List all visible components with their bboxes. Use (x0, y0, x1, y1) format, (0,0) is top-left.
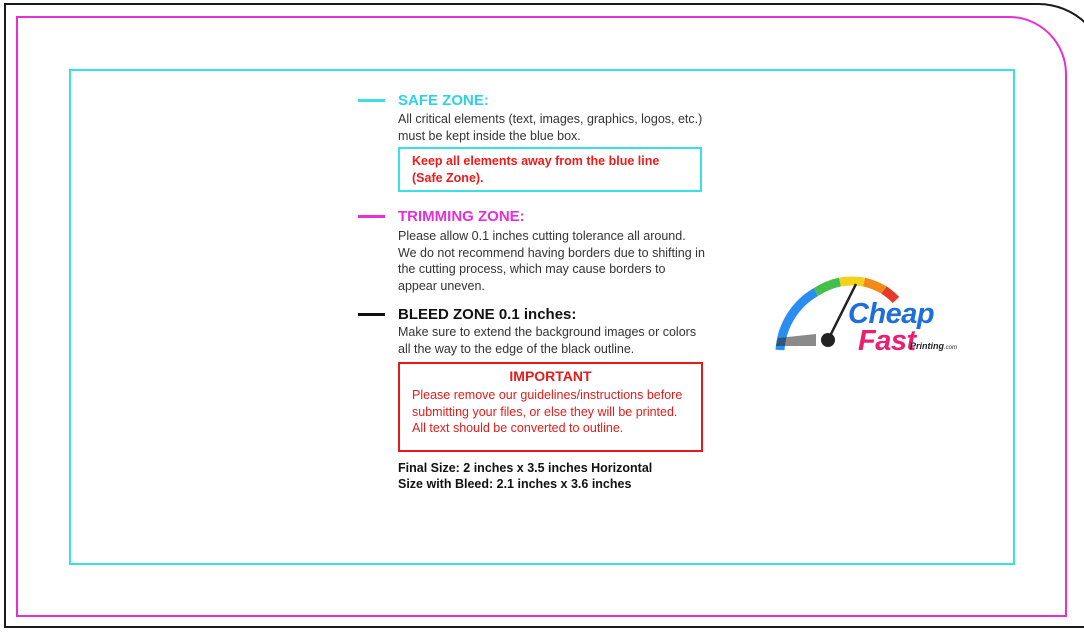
final-size: Final Size: 2 inches x 3.5 inches Horizontal (398, 461, 653, 475)
safe-zone-note-line-1: Keep all elements away from the blue line (412, 154, 660, 168)
safe-zone-note-box (398, 147, 702, 192)
safe-zone-heading: SAFE ZONE: (398, 92, 489, 109)
bleed-zone-heading: BLEED ZONE 0.1 inches: (398, 306, 577, 323)
safe-zone-note (412, 153, 692, 186)
important-text-line-2: submitting your files, or else they will be printed. (412, 404, 678, 419)
important-text-line-3: All text should be converted to outline. (412, 421, 624, 435)
safe-zone-note-line-2: (Safe Zone). (412, 170, 484, 185)
important-text (412, 387, 702, 437)
logo-printing-text: Printing (910, 341, 944, 351)
bleed-zone-text (398, 324, 696, 357)
trimming-zone-legend-line (358, 215, 385, 218)
safe-zone-text-line-2: must be kept inside the blue box. (398, 128, 581, 143)
safe-zone-text (398, 111, 702, 144)
trimming-zone-heading: TRIMMING ZONE: (398, 208, 525, 225)
trimming-zone-text-line-3: the cutting process, which may cause borders to (398, 262, 666, 276)
logo (772, 272, 972, 362)
trimming-zone-text-line-4: appear uneven. (398, 278, 485, 293)
trimming-zone-text-line-2: We do not recommend having borders due to shifting in (398, 245, 705, 260)
size-with-bleed: Size with Bleed: 2.1 inches x 3.6 inches (398, 477, 632, 491)
important-box (398, 362, 703, 452)
logo-word-cheap: Cheap (848, 298, 935, 330)
bleed-zone-text-line-1: Make sure to extend the background images or colors (398, 325, 697, 339)
trimming-zone-text (398, 228, 705, 294)
important-text-line-1: Please remove our guidelines/instructions before (412, 388, 683, 402)
logo-word-fast: Fast (858, 325, 916, 357)
bleed-zone-legend-line (358, 313, 385, 316)
safe-zone-legend-line (358, 99, 385, 102)
logo-word-printing (910, 341, 957, 351)
important-title: IMPORTANT (509, 368, 592, 384)
trimming-zone-text-line-1: Please allow 0.1 inches cutting tolerance all around. (398, 229, 686, 243)
safe-zone-text-line-1: All critical elements (text, images, graphics, logos, etc.) (398, 112, 703, 126)
logo-suffix: .com (944, 345, 958, 351)
bleed-zone-text-line-2: all the way to the edge of the black outline. (398, 341, 635, 356)
